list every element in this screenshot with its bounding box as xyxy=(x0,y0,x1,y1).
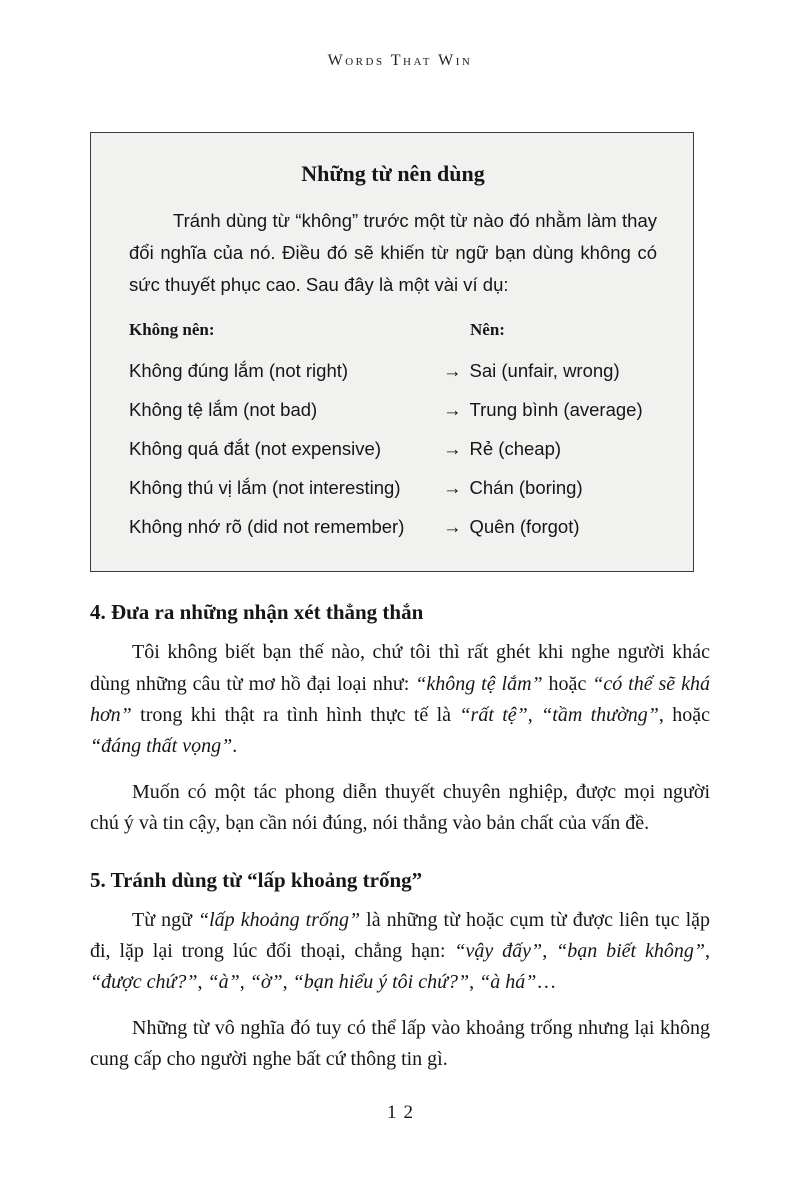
prefer-cell xyxy=(443,360,657,382)
section-5 xyxy=(90,868,710,1076)
avoid-phrase: Không thú vị lắm (not interesting) xyxy=(129,477,401,499)
arrow-right-icon: → xyxy=(443,360,462,382)
page-number: 12 xyxy=(387,1102,420,1123)
avoid-phrase: Không quá đắt (not expensive) xyxy=(129,438,381,460)
paragraph: Những từ vô nghĩa đó tuy có thể lấp vào khoảng trống nhưng lại không cung cấp cho người nghe bất cứ thông tin gì. xyxy=(90,1017,710,1071)
table-row xyxy=(129,516,657,538)
usage-tips-box xyxy=(90,132,694,572)
arrow-right-icon: → xyxy=(443,438,462,460)
section-4 xyxy=(90,600,710,839)
running-header: Words That Win xyxy=(327,52,473,69)
box-intro: Tránh dùng từ “không” trước một từ nào đó nhằm làm thay đổi nghĩa của nó. Điều đó sẽ khiến từ ngữ bạn dùng không có sức thuyết phục cao. Sau đây là một vài ví dụ: xyxy=(129,210,657,295)
comparison-table xyxy=(129,320,657,538)
arrow-right-icon: → xyxy=(443,516,462,538)
prefer-cell xyxy=(443,399,657,421)
avoid-phrase: Không nhớ rõ (did not remember) xyxy=(129,516,405,538)
prefer-phrase: Sai (unfair, wrong) xyxy=(469,360,620,382)
box-title: Những từ nên dùng xyxy=(301,161,485,186)
section-4-heading: 4. Đưa ra những nhận xét thẳng thắn xyxy=(90,600,424,625)
table-row xyxy=(129,438,657,460)
arrow-right-icon: → xyxy=(443,399,462,421)
prefer-cell xyxy=(443,516,657,538)
prefer-phrase: Trung bình (average) xyxy=(469,399,643,421)
section-5-heading: 5. Tránh dùng từ “lấp khoảng trống” xyxy=(90,867,423,892)
prefer-cell xyxy=(443,477,657,499)
prefer-phrase: Quên (forgot) xyxy=(469,516,580,538)
column-header-avoid: Không nên: xyxy=(129,320,215,340)
arrow-right-icon: → xyxy=(443,477,462,499)
table-row xyxy=(129,477,657,499)
table-row xyxy=(129,399,657,421)
paragraph: Muốn có một tác phong diễn thuyết chuyên nghiệp, được mọi người chú ý và tin cậy, bạn cần nói đúng, nói thẳng vào bản chất của vấn đề. xyxy=(90,781,710,835)
column-header-prefer: Nên: xyxy=(470,320,505,340)
prefer-phrase: Chán (boring) xyxy=(469,477,583,499)
table-header-row xyxy=(129,320,657,340)
paragraph: Từ ngữ “lấp khoảng trống” là những từ hoặc cụm từ được liên tục lặp đi, lặp lại trong lúc đối thoại, chẳng hạn: “vậy đấy”, “bạn biết không”, “được chứ?”, “à”, “ờ”, “bạn hiểu ý tôi chứ?”, “à há”… xyxy=(90,908,710,993)
avoid-phrase: Không đúng lắm (not right) xyxy=(129,360,349,382)
prefer-phrase: Rẻ (cheap) xyxy=(469,438,562,460)
paragraph: Tôi không biết bạn thế nào, chứ tôi thì rất ghét khi nghe người khác dùng những câu từ mơ hồ đại loại như: “không tệ lắm” hoặc “có thể sẽ khá hơn” trong khi thật ra tình hình thực tế là “rất tệ”, “tầm thường”, hoặc “đáng thất vọng”. xyxy=(90,641,710,757)
table-row xyxy=(129,360,657,382)
prefer-cell xyxy=(443,438,657,460)
avoid-phrase: Không tệ lắm (not bad) xyxy=(129,399,318,421)
